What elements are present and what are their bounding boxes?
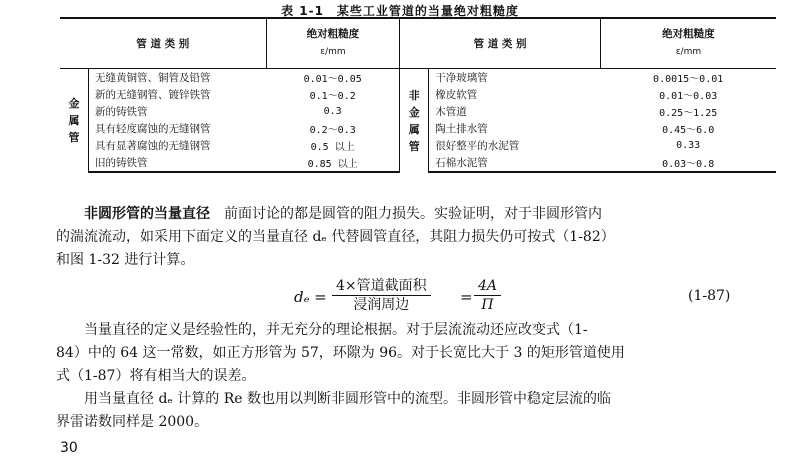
fraction-numerator: 4A [474, 277, 501, 296]
pipe-name: 新的铸铁管 [94, 106, 148, 118]
header-roughness-unit: ε/mm [675, 47, 702, 57]
fraction-numerator: 4×管道截面积 [332, 277, 431, 296]
paragraph-equivalent-diameter [56, 203, 746, 272]
paragraph-line: 84）中的 64 这一常数，如正方形管为 57，环隙为 96。对于长宽比大于 3 的矩形管道使用 [56, 345, 625, 361]
roughness-value: 0.25～1.25 [659, 108, 718, 119]
paragraph-empirical-definition [56, 319, 746, 388]
pipe-name: 很好整平的水泥管 [435, 140, 520, 152]
roughness-value: 0.33 [676, 140, 701, 151]
group-char: 管 [68, 131, 80, 144]
fraction-denominator: Π [481, 297, 494, 313]
paragraph-line [56, 388, 746, 411]
table-caption: 表 1-1 某些工业管道的当量绝对粗糙度 [281, 4, 519, 18]
paragraph-line [56, 319, 746, 342]
paragraph-reynolds [56, 388, 746, 434]
roughness-value: 0.01～0.03 [659, 91, 718, 102]
pipe-name: 无缝黄铜管、铜管及铅管 [94, 72, 211, 84]
pipe-name: 陶土排水管 [435, 123, 488, 135]
pipe-name: 石棉水泥管 [429, 154, 601, 172]
paragraph-line: 界雷诺数同样是 2000。 [56, 414, 209, 430]
equation-1-87 [0, 277, 800, 317]
header-roughness-label: 绝对粗糙度 [306, 28, 360, 40]
roughness-value: 0.03～0.8 [600, 154, 776, 172]
fraction-definition [332, 277, 431, 314]
nonmetal-pipe-group-label [400, 69, 429, 173]
header-roughness-unit: ε/mm [320, 47, 346, 57]
pipe-name: 干净玻璃管 [435, 72, 488, 84]
roughness-value: 0.5 以上 [266, 137, 400, 154]
roughness-value: 0.85 以上 [266, 154, 400, 172]
roughness-table [60, 17, 776, 173]
paragraph-line: 和图 1-32 进行计算。 [56, 252, 195, 268]
roughness-value: 0.45～6.0 [662, 125, 715, 136]
group-char: 属 [408, 122, 420, 136]
pipe-name: 旧的铸铁管 [88, 154, 266, 172]
metal-pipe-group-label [60, 69, 88, 173]
header-roughness-right [600, 18, 776, 69]
paragraph-text: 用当量直径 dₑ 计算的 Re 数也用以判断非圆形管中的流型。非圆形管中稳定层流的临 [84, 391, 612, 407]
page-number: 30 [60, 440, 78, 456]
paragraph-line: 式（1-87）将有相当大的误差。 [56, 368, 256, 384]
pipe-name: 新的无缝钢管、镀锌铁管 [94, 89, 211, 101]
paragraph-line [56, 203, 746, 226]
fraction-denominator: 浸润周边 [353, 297, 410, 313]
fraction-area-perimeter [474, 277, 501, 314]
header-roughness-left [266, 18, 400, 69]
table-row [60, 69, 776, 87]
pipe-name: 木管道 [435, 106, 467, 118]
header-roughness-label: 绝对粗糙度 [662, 28, 715, 40]
equals-sign: = [460, 288, 473, 306]
group-char: 属 [68, 114, 80, 127]
paragraph-text: 前面讨论的都是圆管的阻力损失。实验证明，对于非圆形管内 [210, 206, 602, 222]
equation-number: (1-87) [688, 288, 731, 304]
group-char: 管 [408, 139, 420, 153]
section-heading: 非圆形管的当量直径 [84, 206, 210, 222]
roughness-value: 0.3 [266, 103, 400, 120]
header-category-left: 管 道 类 别 [60, 18, 266, 69]
pipe-name: 具有显著腐蚀的无缝钢管 [94, 140, 211, 152]
pipe-name: 橡皮软管 [435, 89, 478, 101]
header-category-right: 管 道 类 别 [400, 18, 601, 69]
roughness-value: 0.01～0.05 [266, 69, 400, 87]
paragraph-line: 的湍流流动，如采用下面定义的当量直径 dₑ 代替圆管直径，其阻力损失仍可按式（1-82） [56, 229, 615, 245]
roughness-value: 0.0015～0.01 [653, 74, 724, 85]
group-char: 非 [408, 88, 420, 102]
group-char: 金 [68, 97, 80, 110]
roughness-value: 0.1～0.2 [266, 86, 400, 103]
equation-lhs: dₑ = [294, 288, 327, 306]
group-char: 金 [408, 105, 420, 119]
pipe-name: 具有轻度腐蚀的无缝钢管 [94, 123, 211, 135]
table-header-row [60, 18, 776, 69]
roughness-value: 0.2～0.3 [266, 120, 400, 137]
paragraph-text: 当量直径的定义是经验性的，并无充分的理论根据。对于层流流动还应改变式（1- [84, 322, 588, 338]
